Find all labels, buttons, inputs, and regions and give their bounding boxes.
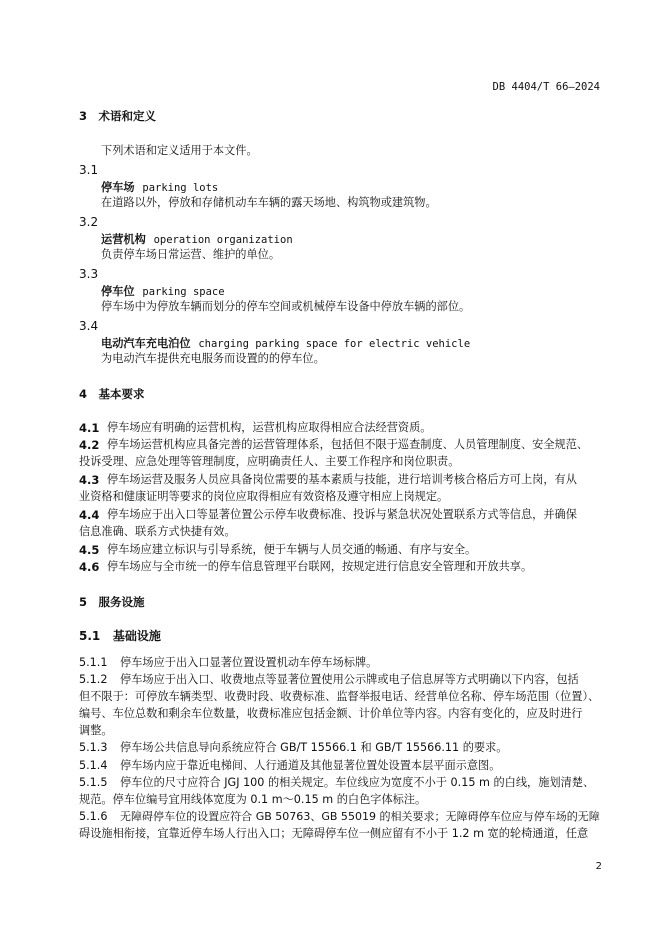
clause-number: 5.1.5 xyxy=(79,776,108,789)
clause-text: 业资格和健康证明等要求的岗位应取得相应有效资格及遵守相应上岗规定。 xyxy=(79,490,449,503)
subsection-title: 基础设施 xyxy=(112,629,161,643)
clause-number: 5.1.3 xyxy=(79,741,108,754)
section-5-heading: 5 服务设施 xyxy=(79,595,145,609)
subsection-5-1-heading xyxy=(79,628,161,644)
clause-number: 4.5 xyxy=(79,543,100,557)
clause-text: 信息准确、联系方式快捷有效。 xyxy=(79,525,236,538)
clause-number: 5.1.6 xyxy=(79,810,108,823)
section-4-heading: 4 基本要求 xyxy=(79,387,145,401)
clause-text: 停车场应于出入口、收费地点等显著位置使用公示牌或电子信息屏等方式明确以下内容，包括 xyxy=(120,673,579,686)
term-en: charging parking space for electric vehicle xyxy=(198,338,471,350)
term-number: 3.1 xyxy=(79,163,99,177)
clause-text: 停车场运营机构应具备完善的运营管理体系，包括但不限于巡查制度、人员管理制度、安全规范、 xyxy=(107,438,589,451)
term-title xyxy=(101,336,470,352)
term-zh: 停车位 xyxy=(101,285,135,298)
term-title xyxy=(101,284,225,300)
clause-text: 无障碍停车位的设置应符合 GB 50763、GB 55019 的相关要求；无障碍停车位应与停车场的无障 xyxy=(120,810,600,823)
term-definition: 在道路以外，停放和存储机动车车辆的露天场地、构筑物或建筑物。 xyxy=(101,196,437,209)
term-number: 3.2 xyxy=(79,215,99,229)
term-title xyxy=(101,180,218,196)
clause-number: 5.1.4 xyxy=(79,759,108,772)
clause-number: 4.3 xyxy=(79,473,100,487)
term-definition: 停车场中为停放车辆而划分的停车空间或机械停车设备中停放车辆的部位。 xyxy=(101,300,471,313)
clause-text: 规范。停车位编号宜用线体宽度为 0.1 m～0.15 m 的白色字体标注。 xyxy=(79,793,427,806)
clause-number: 4.2 xyxy=(79,438,100,452)
document-header-code: DB 4404/T 66—2024 xyxy=(492,81,600,93)
clause-text: 调整。 xyxy=(79,724,113,737)
term-number: 3.4 xyxy=(79,319,99,333)
clause-number: 5.1.2 xyxy=(79,673,108,686)
term-definition: 为电动汽车提供充电服务而设置的的停车位。 xyxy=(101,352,325,365)
clause-text: 停车场应建立标识与引导系统，便于车辆与人员交通的畅通、有序与安全。 xyxy=(107,543,477,556)
term-zh: 电动汽车充电泊位 xyxy=(101,337,191,350)
clause-text: 停车场应于出入口等显著位置公示停车收费标准、投诉与紧急状况处置联系方式等信息，并确保 xyxy=(107,508,577,521)
clause-number: 5.1.1 xyxy=(79,656,108,669)
clause-text: 停车场应有明确的运营机构，运营机构应取得相应合法经营资质。 xyxy=(107,421,432,434)
subsection-number: 5.1 xyxy=(79,629,101,643)
term-definition: 负责停车场日常运营、维护的单位。 xyxy=(101,248,281,261)
section-3-intro: 下列术语和定义适用于本文件。 xyxy=(101,144,258,157)
section-3-heading: 3 术语和定义 xyxy=(79,109,157,123)
term-en: parking lots xyxy=(142,182,219,194)
clause-text: 停车场内应于靠近电梯间、人行通道及其他显著位置处设置本层平面示意图。 xyxy=(120,759,501,772)
clause-text: 停车位的尺寸应符合 JGJ 100 的相关规定。车位线应为宽度不小于 0.15 m 的白线，施划清楚、 xyxy=(120,776,595,789)
term-title xyxy=(101,232,293,248)
clause-text: 停车场应与全市统一的停车信息管理平台联网，按规定进行信息安全管理和开放共享。 xyxy=(107,560,533,573)
clause-text: 停车场应于出入口显著位置设置机动车停车场标牌。 xyxy=(120,656,378,669)
clause-number: 4.4 xyxy=(79,508,100,522)
page-number: 2 xyxy=(595,861,602,872)
clause-text: 停车场公共信息导向系统应符合 GB/T 15566.1 和 GB/T 15566.11 的要求。 xyxy=(120,741,508,754)
term-zh: 运营机构 xyxy=(101,233,146,246)
term-en: operation organization xyxy=(153,234,293,246)
clause-text: 碍设施相衔接，宜靠近停车场人行出入口；无障碍停车位一侧应留有不小于 1.2 m 宽的轮椅通道，任意 xyxy=(79,827,589,840)
clause-text: 编号、车位总数和剩余车位数量，收费标准应包括金额、计价单位等内容。内容有变化的，应及时进行 xyxy=(79,707,583,720)
term-number: 3.3 xyxy=(79,267,99,281)
clause-text: 停车场运营及服务人员应具备岗位需要的基本素质与技能，进行培训考核合格后方可上岗，有从 xyxy=(107,473,577,486)
clause-number: 4.6 xyxy=(79,560,100,574)
clause-text: 投诉受理、应急处理等管理制度，应明确责任人、主要工作程序和岗位职责。 xyxy=(79,455,460,468)
clause-text: 但不限于：可停放车辆类型、收费时段、收费标准、监督举报电话、经营单位名称、停车场范围（位置）、 xyxy=(79,690,600,703)
clause-number: 4.1 xyxy=(79,421,100,435)
term-zh: 停车场 xyxy=(101,181,135,194)
term-en: parking space xyxy=(142,286,225,298)
